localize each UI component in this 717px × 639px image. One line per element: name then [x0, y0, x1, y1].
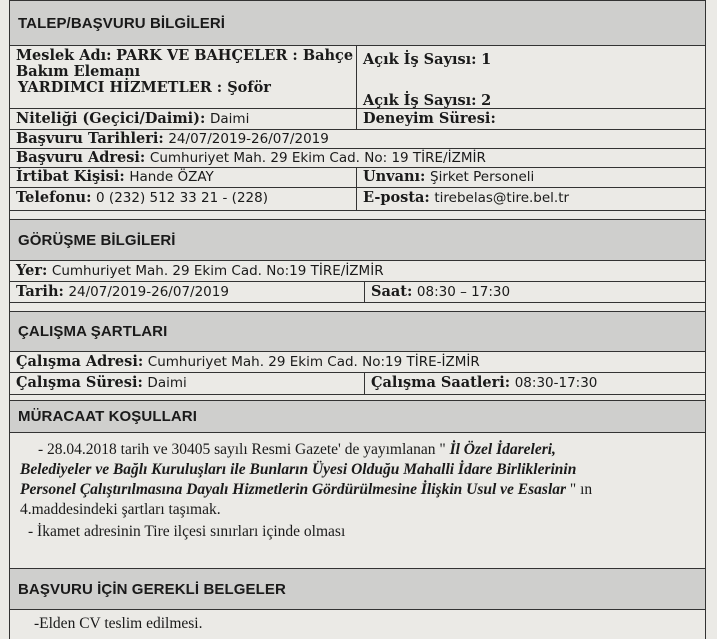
eposta-value: tirebelas@tire.bel.tr: [434, 190, 570, 206]
row-calisma-suresi: [10, 373, 705, 395]
cell-meslek: [10, 46, 356, 108]
cell-saat: [365, 282, 705, 302]
telefon-label: Telefonu:: [16, 189, 92, 206]
section-header-muracaat: [10, 400, 705, 433]
row-irtibat: [10, 168, 705, 188]
adres-value: Cumhuriyet Mah. 29 Ekim Cad. No: 19 TİRE/İZMİR: [149, 150, 486, 166]
acik-value-1: 1: [481, 51, 492, 68]
nitelik-label: Niteliği (Geçici/Daimi):: [16, 110, 206, 127]
belge-1: -Elden CV teslim edilmesi.: [34, 615, 203, 632]
meslek-1b: Bakım Elemanı: [16, 63, 141, 80]
deneyim-label: Deneyim Süresi:: [363, 110, 496, 127]
row-nitelik: [10, 109, 705, 130]
p1-tail-c: " ın: [569, 481, 593, 498]
cell-telefon: [10, 188, 356, 210]
cell-irtibat: [10, 168, 356, 187]
cell-yer: [10, 261, 705, 281]
cell-gorusme-tarih: [10, 282, 356, 302]
calisma-adres-value: Cumhuriyet Mah. 29 Ekim Cad. No:19 TİRE-İZMİR: [147, 354, 480, 370]
saat-label: Saat:: [371, 283, 413, 300]
yer-label: Yer:: [16, 262, 48, 279]
section-header-calisma: [10, 311, 705, 352]
cell-adres: [10, 149, 705, 167]
belgeler-item-1: [34, 614, 704, 634]
p1-end: 4.maddesindeki şartları taşımak.: [20, 501, 221, 518]
saat-value: 08:30 – 17:30: [416, 284, 511, 300]
p1-title-b: Belediyeler ve Bağlı Kuruluşları ile Bunların Üyesi Olduğu Mahalli İdare Birliklerinin: [20, 461, 577, 478]
telefon-value: 0 (232) 512 33 21 - (228): [96, 190, 268, 206]
cell-deneyim: [357, 109, 705, 129]
acik-label-1: Açık İş Sayısı:: [363, 51, 477, 68]
row-basvuru-tarihleri: [10, 130, 705, 149]
cell-nitelik: [10, 109, 356, 129]
p2: - İkamet adresinin Tire ilçesi sınırları içinde olması: [28, 523, 346, 540]
meslek-2: YARDIMCI HİZMETLER : Şoför: [18, 79, 271, 96]
nitelik-value: Daimi: [210, 111, 250, 127]
irtibat-value: Hande ÖZAY: [129, 169, 214, 185]
p1-lead: - 28.04.2018 tarih ve 30405 sayılı Resmi Gazete' de yayımlanan ": [38, 441, 446, 458]
gorusme-tarih-label: Tarih:: [16, 283, 64, 300]
meslek-label: Meslek Adı:: [16, 47, 112, 64]
section-title: BAŞVURU İÇİN GEREKLİ BELGELER: [18, 580, 286, 598]
acik-value-2: 2: [481, 92, 492, 108]
section-title: TALEP/BAŞVURU BİLGİLERİ: [18, 14, 226, 32]
row-telefon: [10, 188, 705, 211]
row-yer: [10, 261, 705, 282]
section-title: GÖRÜŞME BİLGİLERİ: [18, 231, 176, 249]
gorusme-tarih-value: 24/07/2019-26/07/2019: [68, 284, 229, 300]
section-header-gorusme: [10, 219, 705, 261]
cell-eposta: [357, 188, 705, 210]
p1-title-c: Personel Çalıştırılmasına Dayalı Hizmetlerin Gördürülmesine İlişkin Usul ve Esaslar: [20, 481, 567, 498]
row-basvuru-adresi: [10, 149, 705, 168]
muracaat-paragraph-2: [28, 522, 698, 542]
cell-tarih: [10, 130, 705, 148]
cell-unvan: [357, 168, 705, 187]
tarih-value: 24/07/2019-26/07/2019: [168, 131, 329, 147]
acik-label-2: Açık İş Sayısı:: [363, 92, 477, 108]
tarih-label: Başvuru Tarihleri:: [16, 130, 164, 147]
cell-calisma-suresi: [10, 373, 356, 394]
row-calisma-adresi: [10, 352, 705, 373]
section-header-talep: [10, 0, 705, 46]
calisma-saat-value: 08:30-17:30: [514, 375, 598, 391]
calisma-sure-value: Daimi: [147, 375, 187, 391]
unvan-value: Şirket Personeli: [430, 169, 535, 185]
section-header-belgeler: [10, 568, 705, 610]
yer-value: Cumhuriyet Mah. 29 Ekim Cad. No:19 TİRE/İZMİR: [51, 263, 384, 279]
p1-title-a: İl Özel İdareleri,: [449, 441, 556, 458]
meslek-1: PARK VE BAHÇELER : Bahçe: [116, 47, 354, 64]
calisma-saat-label: Çalışma Saatleri:: [371, 374, 511, 391]
muracaat-paragraph-1: [20, 440, 698, 520]
section-title: MÜRACAAT KOŞULLARI: [18, 408, 198, 425]
eposta-label: E-posta:: [363, 189, 430, 206]
cell-calisma-adresi: [10, 352, 705, 372]
adres-label: Başvuru Adresi:: [16, 149, 146, 166]
section-title: ÇALIŞMA ŞARTLARI: [18, 323, 168, 340]
irtibat-label: İrtibat Kişisi:: [16, 168, 125, 185]
unvan-label: Unvanı:: [363, 168, 426, 185]
row-gorusme-tarih: [10, 282, 705, 303]
cell-calisma-saatleri: [365, 373, 705, 394]
cell-acik: [357, 46, 705, 108]
row-meslek: [10, 46, 705, 109]
calisma-adres-label: Çalışma Adresi:: [16, 353, 144, 370]
calisma-sure-label: Çalışma Süresi:: [16, 374, 143, 391]
